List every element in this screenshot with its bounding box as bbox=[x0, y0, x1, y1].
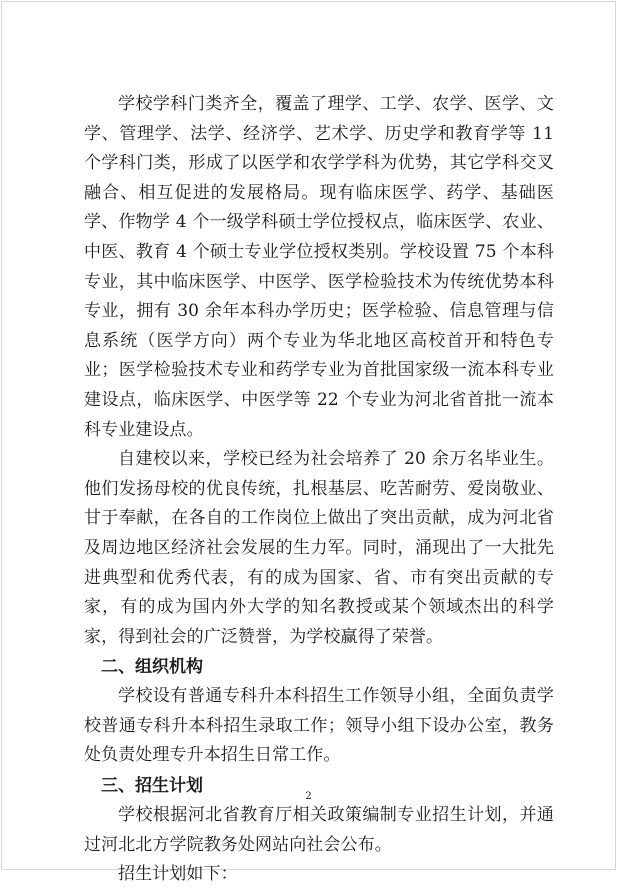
paragraph-plan-intro: 招生计划如下： bbox=[118, 864, 238, 885]
paragraph-organization: 学校设有普通专科升本科招生工作领导小组，全面负责学校普通专科升本科招生录取工作；领导小组下设办公室，教务处负责处理专升本招生日常工作。 bbox=[84, 686, 554, 766]
paragraph-enrollment-plan: 学校根据河北省教育厅相关政策编制专业招生计划，并通过河北北方学院教务处网站向社会公布。 bbox=[84, 805, 554, 855]
section-heading-enrollment-plan: 三、招生计划 bbox=[101, 776, 203, 797]
document-body bbox=[84, 90, 554, 890]
section-heading-organization: 二、组织机构 bbox=[101, 657, 203, 678]
page-number: 2 bbox=[305, 791, 312, 802]
paragraph-graduates: 自建校以来，学校已经为社会培养了 20 余万名毕业生。他们发扬母校的优良传统，扎根基层、吃苦耐劳、爱岗敬业、甘于奉献，在各自的工作岗位上做出了突出贡献，成为河北省及周边地区经济社会发展的生力军。同时，涌现出了一大批先进典型和优秀代表，有的成为国家、省、市有突出贡献的专家，有的成为国内外大学的知名教授或某个领域杰出的科学家，得到社会的广泛赞誉，为学校赢得了荣誉。 bbox=[84, 449, 554, 647]
paragraph-disciplines: 学校学科门类齐全，覆盖了理学、工学、农学、医学、文学、管理学、法学、经济学、艺术学、历史学和教育学等 11 个学科门类，形成了以医学和农学学科为优势，其它学科交叉融合、相互促进的发展格局。现有临床医学、药学、基础医学、作物学 4 个一级学科硕士学位授权点，临床医学、农业、中医、教育 4 个硕士专业学位授权类别。学校设置 75 个本科专业，其中临床医学、中医学、医学检验技术为传统优势本科专业，拥有 30 余年本科办学历史；医学检验、信息管理与信息系统（医学方向）两个专业为华北地区高校首开和特色专业；医学检验技术专业和药学专业为首批国家级一流本科专业建设点，临床医学、中医学等 22 个专业为河北省首批一流本科专业建设点。 bbox=[84, 94, 554, 440]
document-page bbox=[1, 1, 616, 885]
